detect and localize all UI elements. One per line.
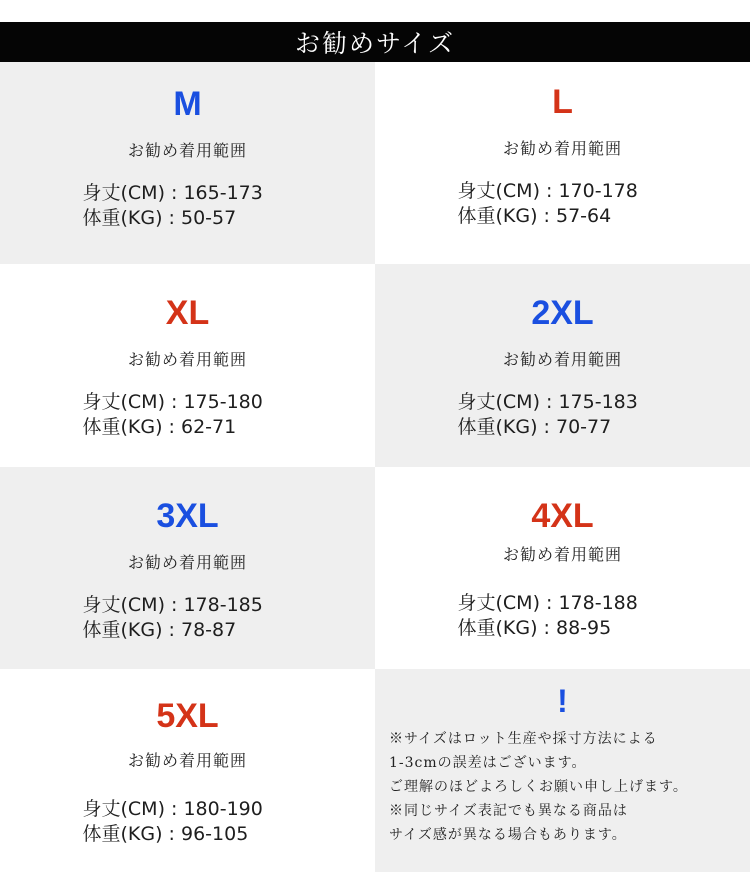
size-label: 2XL — [531, 294, 594, 332]
height-value: 身丈(CM) : 178-188 — [457, 592, 638, 614]
weight-value: 体重(KG) : 50-57 — [82, 207, 237, 229]
size-label: M — [173, 85, 202, 123]
measurements — [458, 179, 668, 229]
size-cell-m — [0, 62, 375, 264]
notice-cell — [375, 669, 750, 872]
notice-line: ※サイズはロット生産や採寸方法による — [389, 731, 658, 747]
weight-value: 体重(KG) : 78-87 — [82, 619, 237, 641]
notice-line: 1-3cmの誤差はございます。 — [389, 755, 587, 771]
size-guide-header — [0, 22, 750, 62]
height-value: 身丈(CM) : 165-173 — [82, 182, 263, 204]
range-label: お勧め着用範囲 — [127, 350, 247, 369]
exclamation-icon: ! — [557, 683, 568, 719]
height-value: 身丈(CM) : 180-190 — [82, 798, 263, 820]
measurements — [458, 591, 668, 641]
range-label: お勧め着用範囲 — [502, 139, 622, 158]
measurements — [83, 797, 293, 847]
notice-line: サイズ感が異なる場合もあります。 — [389, 827, 627, 843]
range-label: お勧め着用範囲 — [502, 545, 622, 564]
measurements — [458, 390, 668, 440]
height-value: 身丈(CM) : 175-180 — [82, 391, 263, 413]
weight-value: 体重(KG) : 70-77 — [457, 416, 612, 438]
weight-value: 体重(KG) : 62-71 — [82, 416, 237, 438]
height-value: 身丈(CM) : 175-183 — [457, 391, 638, 413]
size-cell-4xl — [375, 467, 750, 669]
weight-value: 体重(KG) : 88-95 — [457, 617, 612, 639]
size-label: 3XL — [156, 497, 219, 535]
range-label: お勧め着用範囲 — [502, 350, 622, 369]
size-cell-2xl — [375, 264, 750, 467]
measurements — [83, 593, 293, 643]
range-label: お勧め着用範囲 — [127, 553, 247, 572]
size-cell-l — [375, 62, 750, 264]
range-label: お勧め着用範囲 — [127, 751, 247, 770]
size-cell-xl — [0, 264, 375, 467]
measurements — [83, 390, 293, 440]
notice-text — [375, 727, 730, 847]
measurements — [83, 181, 293, 231]
size-cell-3xl — [0, 467, 375, 669]
size-cell-5xl — [0, 669, 375, 872]
notice-line: ご理解のほどよろしくお願い申し上げます。 — [389, 779, 688, 795]
height-value: 身丈(CM) : 170-178 — [457, 180, 638, 202]
size-label: 4XL — [531, 497, 594, 535]
notice-line: ※同じサイズ表記でも異なる商品は — [389, 803, 628, 819]
size-label: XL — [165, 294, 210, 332]
weight-value: 体重(KG) : 96-105 — [82, 823, 249, 845]
size-label: 5XL — [156, 697, 219, 735]
range-label: お勧め着用範囲 — [127, 141, 247, 160]
weight-value: 体重(KG) : 57-64 — [457, 205, 612, 227]
header-title: お勧めサイズ — [294, 29, 455, 58]
height-value: 身丈(CM) : 178-185 — [82, 594, 263, 616]
size-label: L — [552, 83, 573, 121]
